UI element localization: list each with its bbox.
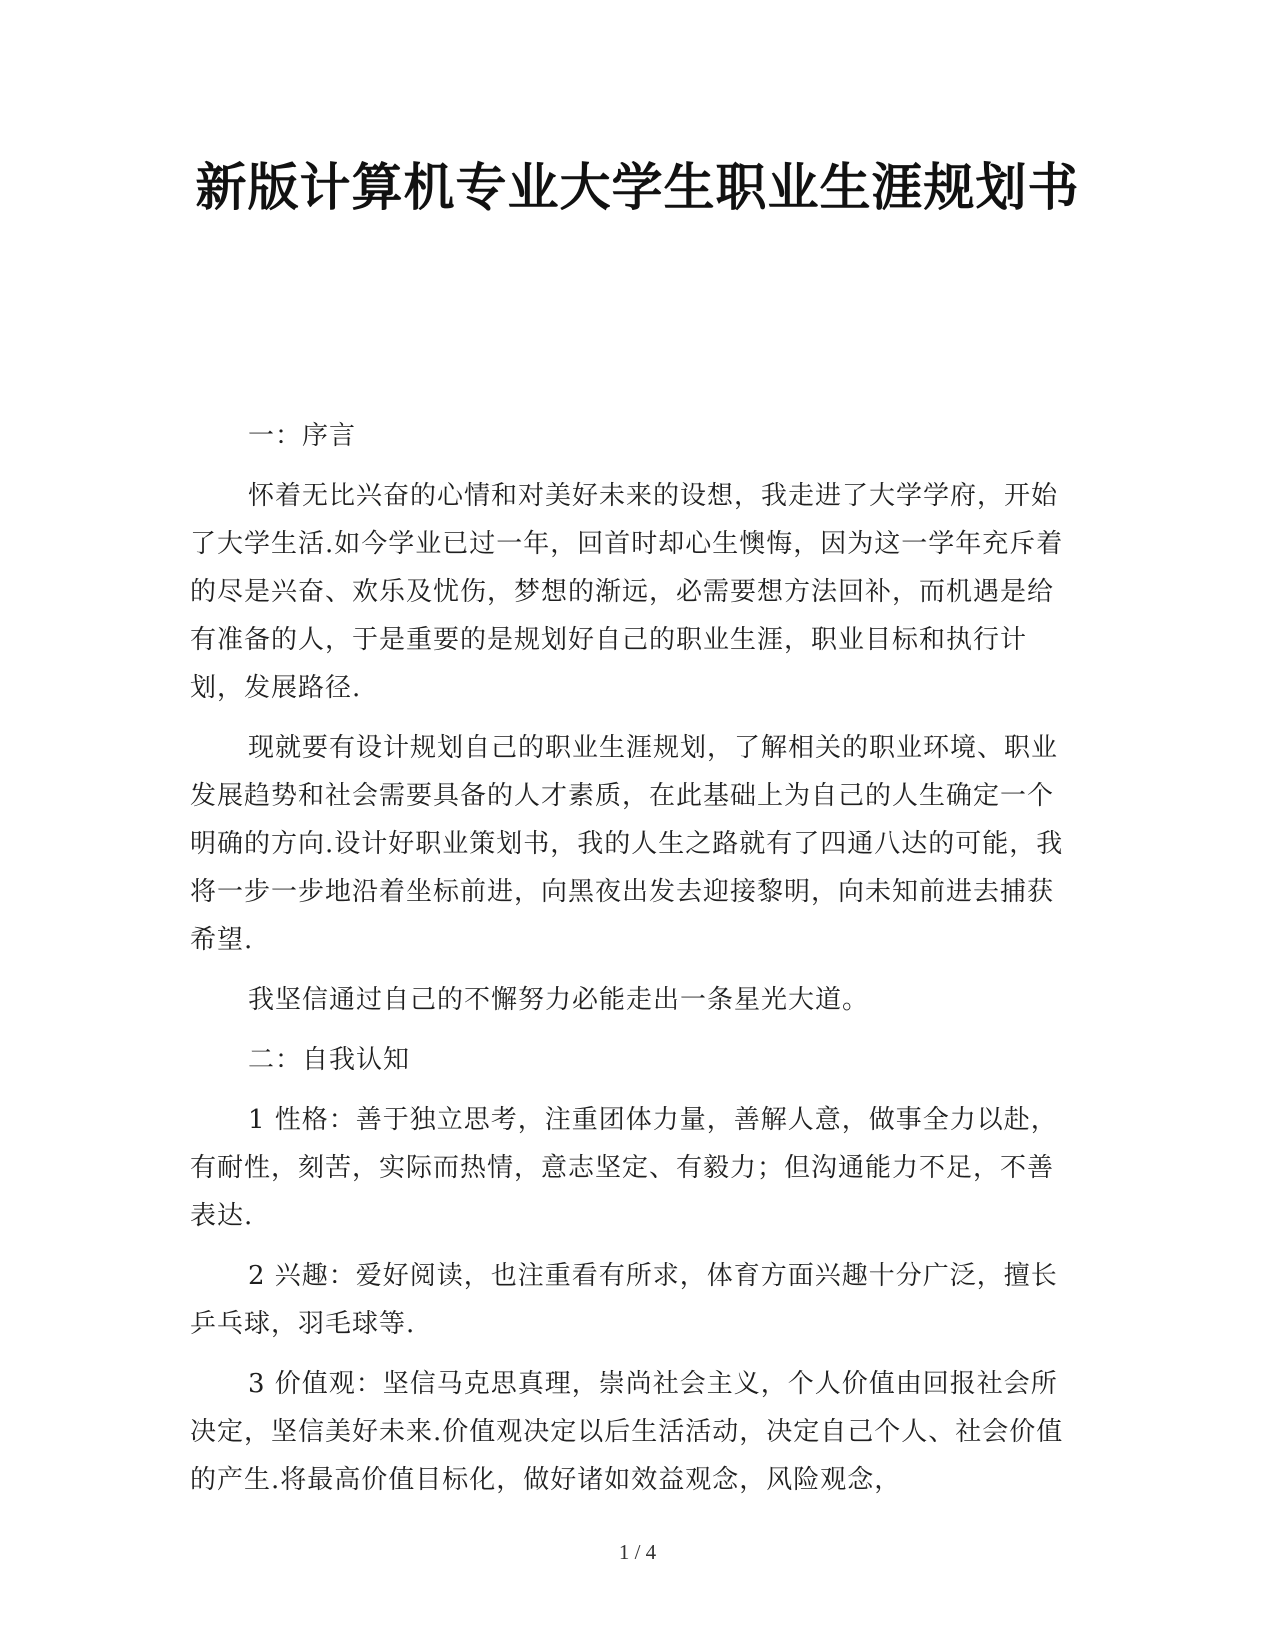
page-number: 1 / 4 [618, 1540, 657, 1564]
paragraph: 现就要有设计规划自己的职业生涯规划，了解相关的职业环境、职业发展趋势和社会需要具备的人才素质，在此基础上为自己的人生确定一个明确的方向.设计好职业策划书，我的人生之路就有了四通八达的可能，我将一步一步地沿着坐标前进，向黑夜出发去迎接黎明，向未知前进去捕获希望. [190, 733, 1064, 955]
document-body [190, 412, 1078, 1516]
paragraph: 我坚信通过自己的不懈努力必能走出一条星光大道。 [248, 985, 870, 1015]
paragraph: 3 价值观：坚信马克思真理，崇尚社会主义，个人价值由回报社会所决定，坚信美好未来.价值观决定以后生活活动，决定自己个人、社会价值的产生.将最高价值目标化，做好诸如效益观念，风险观念， [190, 1369, 1064, 1495]
section-heading-self-awareness: 二：自我认知 [248, 1045, 411, 1075]
section-heading-preface: 一：序言 [248, 421, 357, 451]
paragraph: 1 性格：善于独立思考，注重团体力量，善解人意，做事全力以赴，有耐性，刻苦，实际而热情，意志坚定、有毅力；但沟通能力不足，不善表达. [190, 1105, 1058, 1231]
paragraph: 怀着无比兴奋的心情和对美好未来的设想，我走进了大学学府，开始了大学生活.如今学业已过一年，回首时却心生懊悔，因为这一学年充斥着的尽是兴奋、欢乐及忧伤，梦想的渐远，必需要想方法回补，而机遇是给有准备的人，于是重要的是规划好自己的职业生涯，职业目标和执行计划，发展路径. [190, 481, 1064, 703]
paragraph: 2 兴趣：爱好阅读，也注重看有所求，体育方面兴趣十分广泛，擅长乒乓球，羽毛球等. [190, 1261, 1058, 1339]
document-title: 新版计算机专业大学生职业生涯规划书 [195, 159, 1080, 218]
